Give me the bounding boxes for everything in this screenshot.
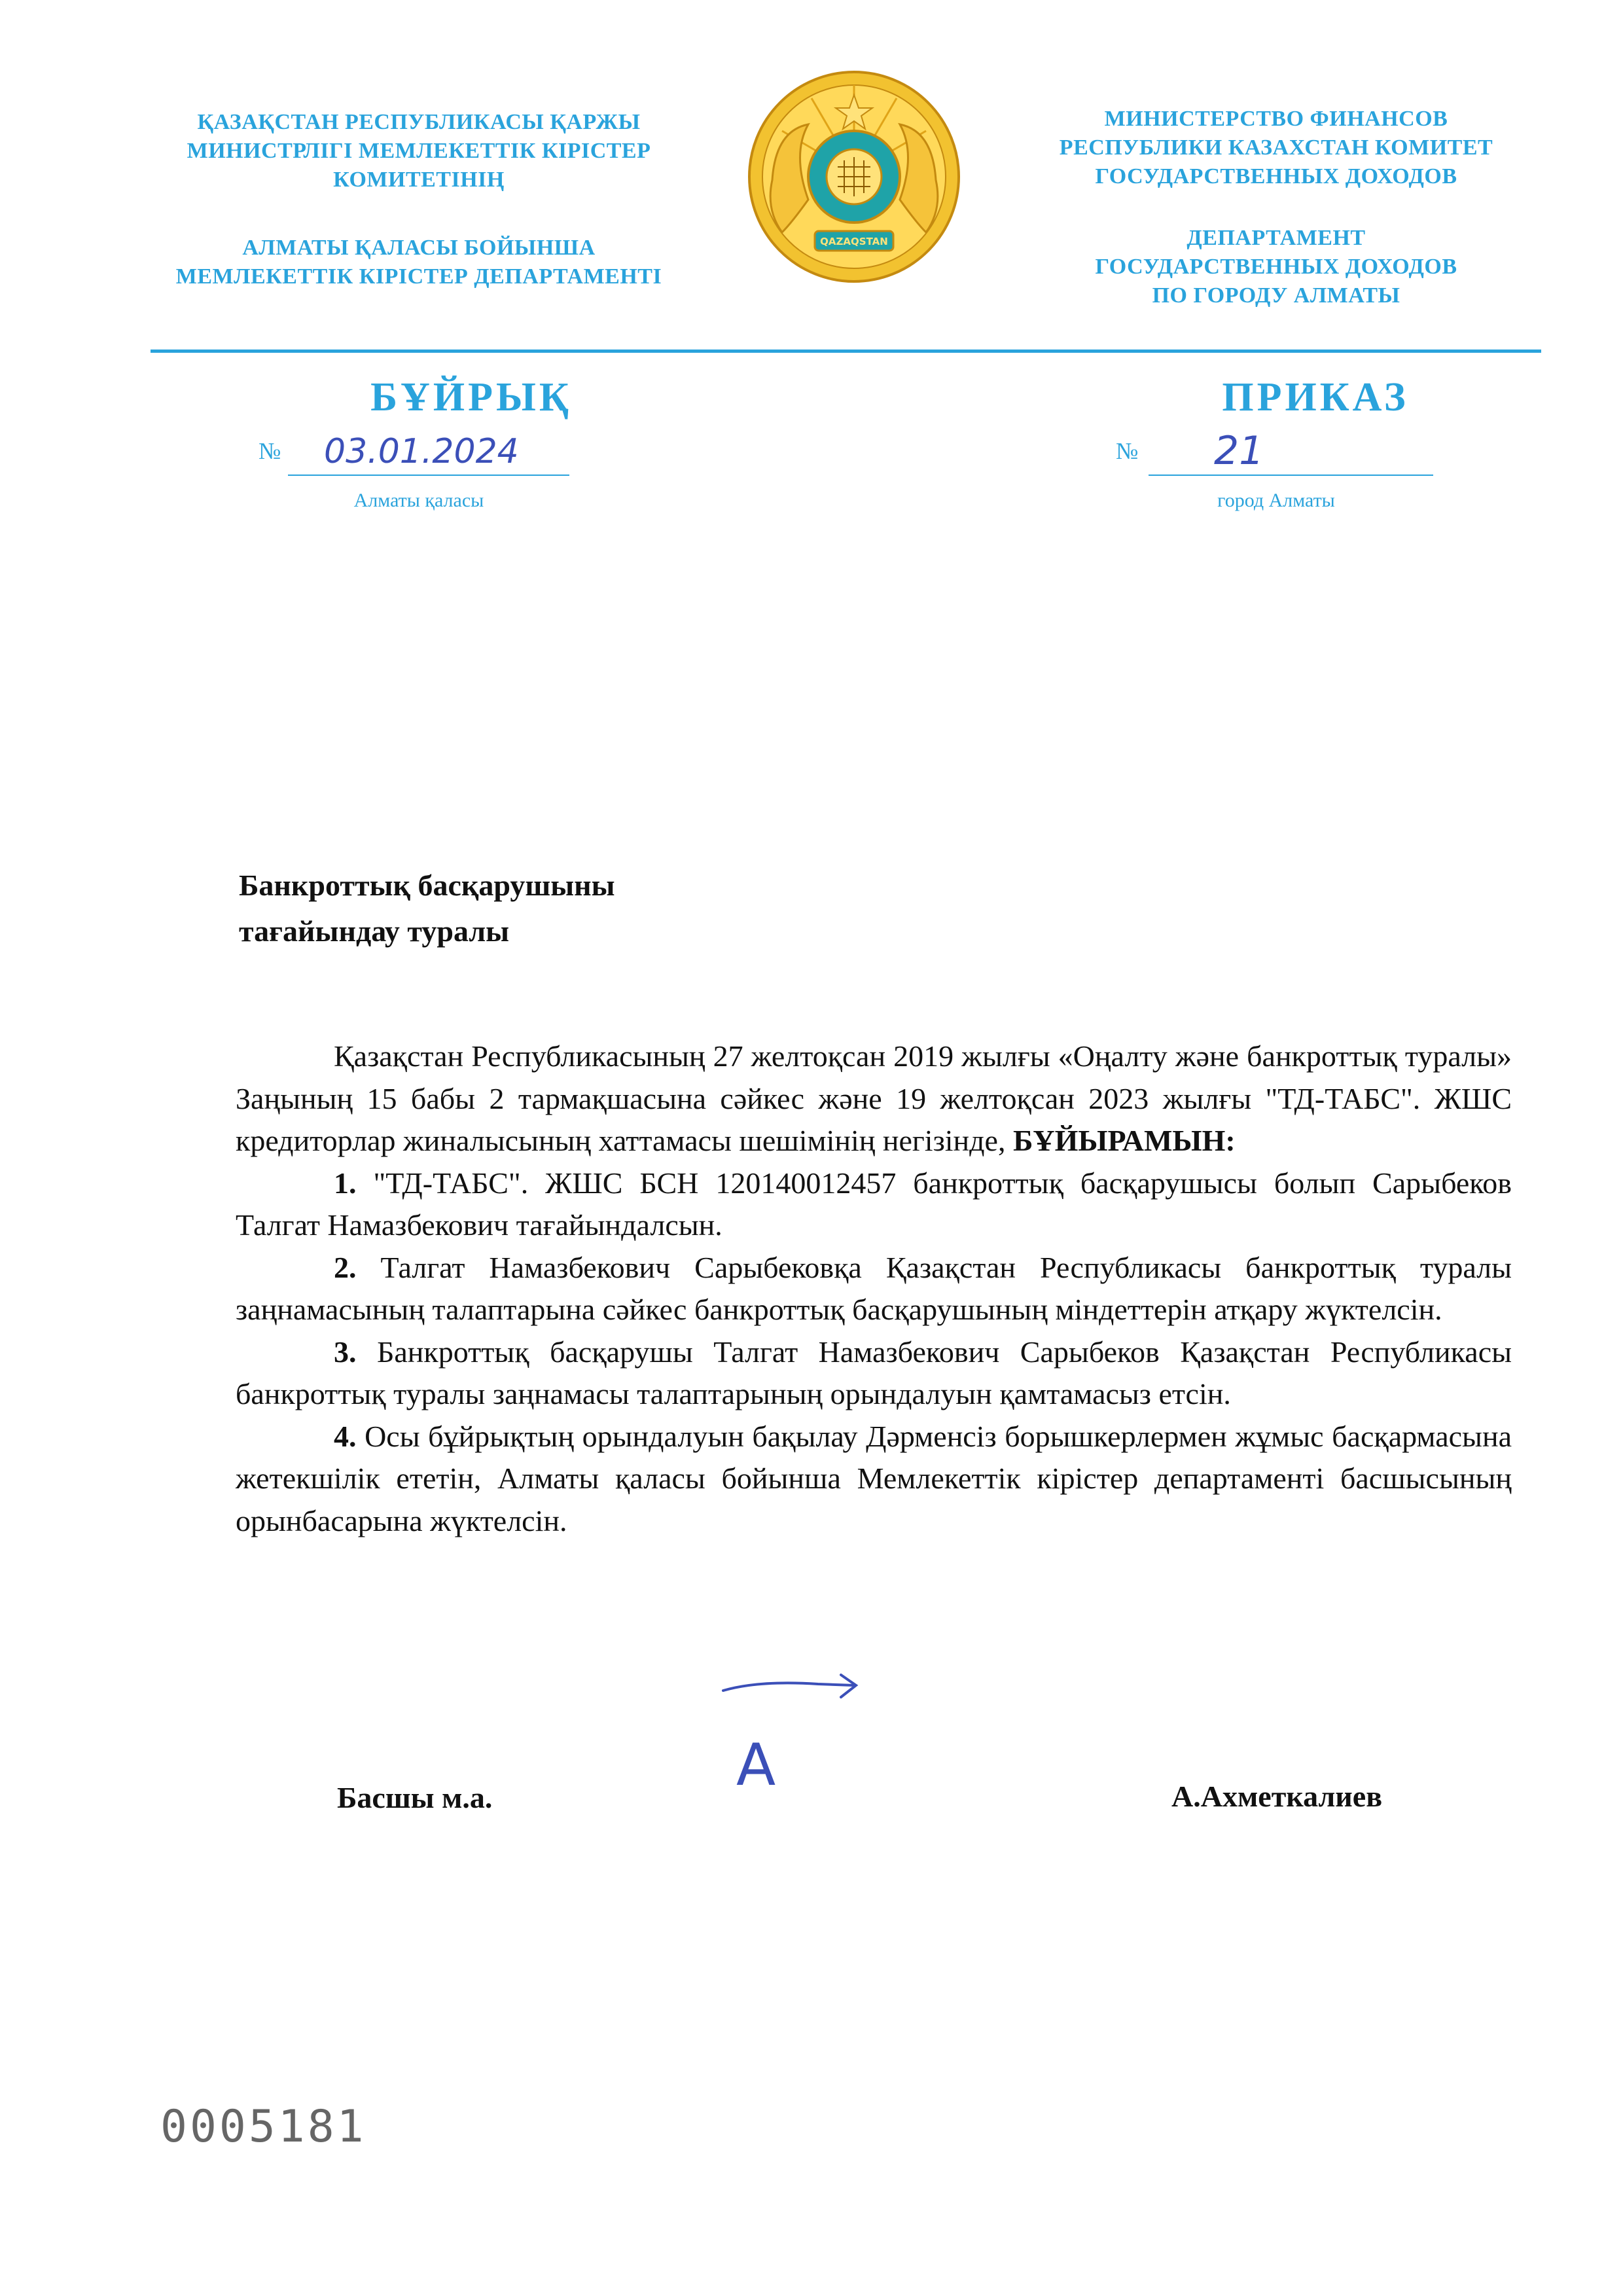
header-kk-line: МИНИСТРЛІГІ МЕМЛЕКЕТТІК КІРІСТЕР xyxy=(187,139,651,163)
header-ru-line: ГОСУДАРСТВЕННЫХ ДОХОДОВ xyxy=(1095,255,1457,279)
list-item: 3. Банкроттық басқарушы Талгат Намазбекович Сарыбеков Қазақстан Республикасы банкроттық туралы заңнамасы талаптарының орындалуын қамтамасыз етсін. xyxy=(236,1335,1512,1410)
signature-name: А.Ахметкалиев xyxy=(1171,1780,1383,1813)
header-kk-line: АЛМАТЫ ҚАЛАСЫ БОЙЫНША xyxy=(242,236,596,260)
header-ru-line: РЕСПУБЛИКИ КАЗАХСТАН КОМИТЕТ xyxy=(1059,135,1493,160)
order-body xyxy=(236,1035,1512,1542)
order-date-field xyxy=(259,432,586,476)
handwritten-initial: А xyxy=(736,1731,776,1799)
list-item: 1. "ТД-ТАБС". ЖШС БСН 120140012457 банкроттық басқарушысы болып Сарыбеков Талгат Намазбекович тағайындалсын. xyxy=(236,1166,1512,1242)
subject-line: тағайындау туралы xyxy=(239,914,510,948)
list-item: 2. Талгат Намазбекович Сарыбековқа Қазақстан Республикасы банкроттық туралы заңнамасының талаптарына сәйкес банкроттық басқарушының міндеттерін атқару жүктелсін. xyxy=(236,1250,1512,1326)
handwritten-number: 21 xyxy=(1214,428,1264,474)
header-ru-line: ДЕПАРТАМЕНТ xyxy=(1186,226,1366,250)
city-kk: Алматы қаласы xyxy=(353,490,484,511)
city-ru: город Алматы xyxy=(1217,490,1335,511)
order-title-ru: ПРИКАЗ xyxy=(1222,375,1409,420)
serial-number: 0005181 xyxy=(160,2101,366,2153)
list-item: 4. Осы бұйрықтың орындалуын бақылау Дәрменсіз борышкерлермен жұмыс басқармасына жетекшілік ететін, Алматы қаласы бойынша Мемлекеттік кірістер департаменті басшысының орынбасарына жүктелсін. xyxy=(236,1419,1512,1537)
state-emblem-icon xyxy=(746,69,962,285)
number-sign: № xyxy=(1116,438,1139,464)
order-word: БҰЙЫРАМЫН: xyxy=(1012,1124,1236,1157)
handwritten-date: 03.01.2024 xyxy=(324,432,519,471)
order-title-kk: БҰЙРЫҚ xyxy=(370,375,572,420)
order-subject xyxy=(239,863,828,954)
subject-line: Банкроттық басқарушыны xyxy=(239,869,615,902)
intro-paragraph xyxy=(236,1035,1512,1162)
number-sign: № xyxy=(259,438,281,464)
intro-text: Қазақстан Республикасының 27 желтоқсан 2019 жылғы «Оңалту және банкроттық туралы» Заңының 15 бабы 2 тармақшасына сәйкес және 19 желтоқсан 2023 жылғы "ТД-ТАБС". ЖШС кредиторлар жиналысының хаттамасы шешімінің негізінде, xyxy=(236,1039,1512,1157)
header-ru xyxy=(982,105,1571,310)
emblem-text: QAZAQSTAN xyxy=(820,236,888,247)
header-divider xyxy=(151,350,1541,353)
handwritten-tick-icon xyxy=(720,1666,864,1705)
signature-position: Басшы м.а. xyxy=(337,1781,493,1814)
header-kk-line: ҚАЗАҚСТАН РЕСПУБЛИКАСЫ ҚАРЖЫ xyxy=(197,110,641,134)
order-number-field xyxy=(1116,428,1443,476)
header-ru-line: МИНИСТЕРСТВО ФИНАНСОВ xyxy=(1104,107,1448,131)
header-ru-line: ГОСУДАРСТВЕННЫХ ДОХОДОВ xyxy=(1095,164,1457,188)
header-kk xyxy=(131,108,707,291)
header-kk-line: МЕМЛЕКЕТТІК КІРІСТЕР ДЕПАРТАМЕНТІ xyxy=(175,264,662,289)
header-kk-line: КОМИТЕТІНІҢ xyxy=(333,168,505,192)
header-ru-line: ПО ГОРОДУ АЛМАТЫ xyxy=(1152,283,1400,308)
